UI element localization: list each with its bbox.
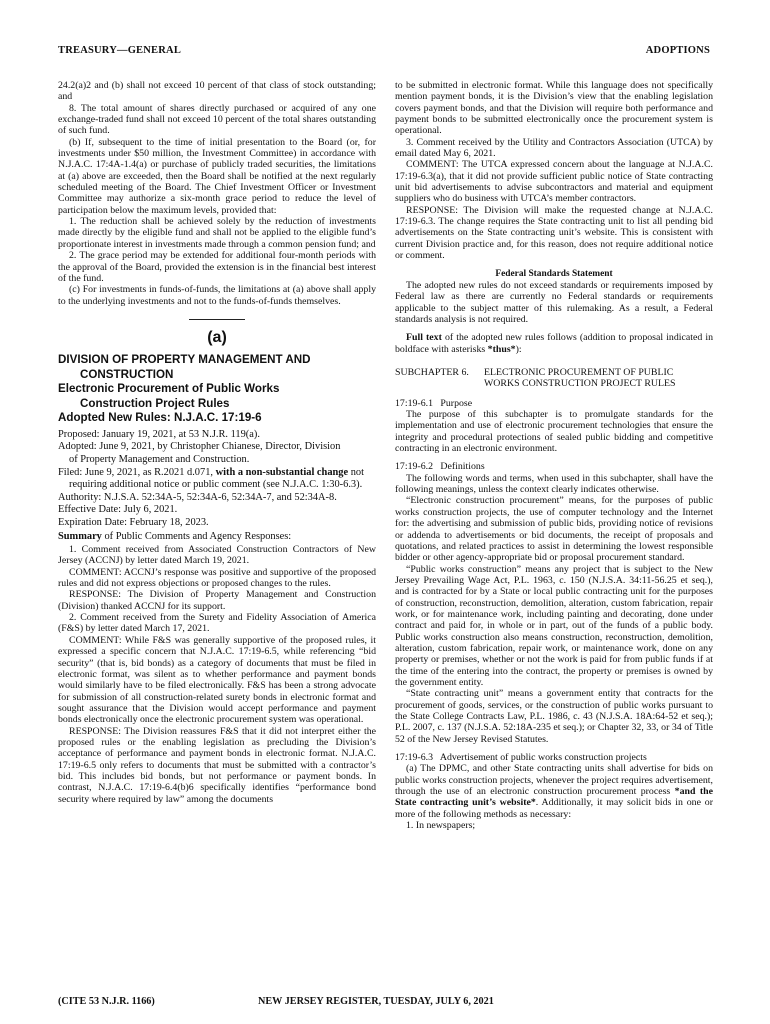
- subchapter-title: [484, 367, 676, 390]
- authority-line: Authority: N.J.S.A. 52:34A-5, 52:34A-6, 52:34A-7, and 52:34A-8.: [58, 491, 337, 503]
- expiration-date: Expiration Date: February 18, 2023.: [58, 516, 209, 528]
- comment-paragraph: 3. Comment received by the Utility and Contractors Association (UTCA) by email dated May 6, 2021.: [395, 136, 713, 160]
- paragraph: 2. The grace period may be extended for additional four-month periods with the approval of the Board, provided the extension is in the financial best interest of the fund.: [58, 250, 376, 284]
- response-paragraph: RESPONSE: The Division will make the requested change at N.J.A.C. 17:19-6.3. The change requires the State contracting unit to list all pending bid advertisements on the State contracting unit’s website. This is consistent with current Division practice and, for this reason, does not require additional notice or comment.: [395, 204, 713, 262]
- comment-paragraph: 2. Comment received from the Surety and Fidelity Association of America (F&S) by letter dated March 17, 2021.: [58, 612, 376, 635]
- full-text-marker: *thus*: [487, 343, 516, 355]
- filed-text: Filed: June 9, 2021, as R.2021 d.071,: [58, 466, 216, 478]
- paragraph: The following words and terms, when used in this subchapter, shall have the following meanings, unless the context clearly indicates otherwise.: [395, 472, 713, 496]
- division-heading: [58, 353, 376, 382]
- paragraph-text: . Additionally, it may solicit bids in one or more of the following methods as necessary:: [395, 797, 713, 820]
- definition-paragraph: “Electronic construction procurement” means, for the purposes of public works construction projects, the use of computer technology and the Internet for: the advertising and submission of public bids, providing notice of revisions or addenda to advertisements or bid documents, the receipt of proposals and quotations, and related practices to assist in determining the lowest responsible bidder or other agency-appropriate bid or proposal procurement standard.: [395, 495, 713, 564]
- full-text-note: [395, 332, 713, 355]
- subchapter-number: SUBCHAPTER 6.: [395, 366, 469, 378]
- filed-line: [58, 467, 376, 492]
- paragraph: The purpose of this subchapter is to promulgate standards for the implementation and use of electronic procurement technologies that ensure the integrity and procedural protections of sealed public bidding and competitive contracting in an electronic environment.: [395, 409, 713, 455]
- subchapter-heading: [395, 367, 713, 390]
- running-header-left: TREASURY—GENERAL: [58, 45, 182, 56]
- spacer: [395, 454, 713, 461]
- spacer: [395, 262, 713, 269]
- section-heading: 17:19-6.2 Definitions: [395, 461, 485, 473]
- filed-emphasis: with a non-substantial change: [215, 466, 349, 478]
- response-paragraph: RESPONSE: The Division reassures F&S that it did not interpret either the proposed rules or the enabling legislation as precluding the Division’s acceptance of performance and payment bonds in electronic format. N.J.A.C. 17:19-6.5 only refers to documents that must be submitted with a contractor’s bid. This includes bid bonds, but not performance or payment bonds. In contrast, N.J.A.C. 17:19-6.4(b)6 specifically identifies “performance bond security where required by law” among the documents: [58, 725, 376, 805]
- division-heading-line: CONSTRUCTION: [80, 367, 174, 381]
- comment-paragraph: COMMENT: ACCNJ’s response was positive and supportive of the proposed rules and did not express objections or proposed changes to the rules.: [58, 566, 376, 590]
- full-text-bold: Full text: [406, 332, 442, 344]
- full-text-text: ):: [515, 343, 522, 355]
- paragraph: [395, 763, 713, 820]
- filed-text: not requiring additional notice or public comment (see N.J.A.C. 1:30-6.3).: [69, 466, 364, 491]
- spacer: [395, 745, 713, 752]
- division-heading-line: DIVISION OF PROPERTY MANAGEMENT AND: [58, 353, 311, 367]
- section-letter: (a): [207, 328, 227, 346]
- proposed-line: Proposed: January 19, 2021, at 53 N.J.R. 119(a).: [58, 428, 260, 440]
- definition-paragraph: “State contracting unit” means a government entity that contracts for the procurement of goods, services, or the construction of public works pursuant to the State College Contracts Law, P.L. 1986, c. 43 (N.J.S.A. 18A:64-52 et seq.); P.L. 2007, c. 137 (N.J.S.A. 52:18A-235 et seq.); or Chapter 32, 33, or 34 of Title 52 of the New Jersey Revised Statutes.: [395, 688, 713, 745]
- comment-paragraph: COMMENT: While F&S was generally supportive of the proposed rules, it expressed a specific concern that N.J.A.C. 17:19-6.5, while referencing “bid security” (that is, bid bonds) as a category of documents that must be filed in electronic format, was silent as to whether performance and payment bonds would similarly have to be filed electronically. F&S has been a strong advocate for submission of all construction-related surety bonds in electronic format and sought assurance that the Division would accept performance and payment bonds electronically once the electronic procurement system was operational.: [58, 634, 376, 726]
- section-divider: [189, 319, 245, 320]
- paragraph: 1. The reduction shall be achieved solely by the reduction of investments made directly by the eligible fund and shall not be applied to the eligible fund’s proportionate interest in investments made through a common pension fund; and: [58, 216, 376, 250]
- effective-date: Effective Date: July 6, 2021.: [58, 504, 178, 516]
- register-footer: NEW JERSEY REGISTER, TUESDAY, JULY 6, 2021: [258, 996, 494, 1007]
- paragraph: 24.2(a)2 and (b) shall not exceed 10 percent of that class of stock outstanding; and: [58, 80, 376, 103]
- rule-title-line: Construction Project Rules: [80, 396, 230, 410]
- adopted-rules-heading: Adopted New Rules: N.J.A.C. 17:19-6: [58, 411, 262, 425]
- summary-heading: [58, 531, 376, 544]
- paragraph: to be submitted in electronic format. While this language does not specifically mention payment bonds, it is the Division’s view that the enabling legislation covers payment bonds, and that the Division will require both performance and payment bonds to be submitted electronically once the procurement system is operational.: [395, 80, 713, 137]
- running-header-right: ADOPTIONS: [645, 45, 710, 56]
- comment-paragraph: COMMENT: The UTCA expressed concern about the language at N.J.A.C. 17:19-6.3(a), that it did not provide sufficient public notice of State contracting unit bid advertisements to advise subcontractors and material and equipment suppliers who do business with UTCA’s member contractors.: [395, 159, 713, 205]
- comment-paragraph: 1. Comment received from Associated Construction Contractors of New Jersey (ACCNJ) by letter dated March 19, 2021.: [58, 544, 376, 567]
- section-heading: 17:19-6.3 Advertisement of public works construction projects: [395, 752, 647, 764]
- summary-text: of Public Comments and Agency Responses:: [101, 531, 292, 543]
- adopted-by-line: Adopted: June 9, 2021, by Christopher Chianese, Director, Division: [58, 441, 341, 453]
- paragraph-emphasis: *and the State contracting unit’s website*: [395, 786, 713, 809]
- paragraph-text: (a) The DPMC, and other State contracting units shall advertise for bids on public works construction projects, whenever the project requires advertisement, through the use of an electronic construction procurement process: [395, 763, 713, 798]
- adopted-by-line: of Property Management and Construction.: [69, 453, 250, 465]
- adopted-by: [58, 441, 376, 466]
- paragraph: (c) For investments in funds-of-funds, the limitations at (a) above shall apply to the underlying investments and not to the funds-of-funds themselves.: [58, 284, 376, 307]
- list-item: 1. In newspapers;: [406, 820, 476, 832]
- rule-title: [58, 382, 376, 411]
- paragraph: The adopted new rules do not exceed standards or requirements imposed by Federal law as there are currently no Federal standards or requirements applicable to the subject matter of this rulemaking. As a result, a Federal standards analysis is not required.: [395, 279, 713, 325]
- full-text-text: of the adopted new rules follows (addition to proposal indicated in boldface with asterisks: [395, 332, 714, 355]
- definition-paragraph: “Public works construction” means any project that is subject to the New Jersey Prevailing Wage Act, P.L. 1963, c. 150 (N.J.S.A. 34:11-56.25 et seq.), and is contracted for by a State or local public contracting unit for the purposes of construction, reconstruction, demolition, alteration, custom fabrication, repair work, or for maintenance work, including painting and decorating, done under contract and paid for, in whole or in part, out of the funds of a public body. Public works construction also means construction, reconstruction, demolition, alteration, custom fabrication, repair work, or maintenance work, done on any property or premises, whether or not the work is paid for from public funds if at the time of the entering into the contract, the property or premises is owned by the government entity.: [395, 563, 713, 688]
- subchapter-title-line: WORKS CONSTRUCTION PROJECT RULES: [484, 378, 676, 390]
- paragraph: 8. The total amount of shares directly purchased or acquired of any one exchange-traded fund shall not exceed 10 percent of the total shares outstanding of such fund.: [58, 102, 376, 137]
- citation-footer: (CITE 53 N.J.R. 1166): [58, 996, 155, 1007]
- left-column: [58, 80, 376, 805]
- spacer: [395, 325, 713, 332]
- response-paragraph: RESPONSE: The Division of Property Management and Construction (Division) thanked ACCNJ for its support.: [58, 589, 376, 612]
- rule-title-line: Electronic Procurement of Public Works: [58, 382, 280, 396]
- summary-bold: Summary: [58, 531, 102, 543]
- section-heading: 17:19-6.1 Purpose: [395, 397, 473, 409]
- paragraph: (b) If, subsequent to the time of initial presentation to the Board (or, for investments under $50 million, the Investment Committee) in accordance with N.J.A.C. 17:4A-1.4(a) or purchase of publicly traded securities, the limitations at (a) above are exceeded, then the Board shall be notified at the next regularly scheduled meeting of the Board. The Chief Investment Officer or Investment Committee may authorize a six-month grace period to reduce the level of participation below the maximum levels, provided that:: [58, 136, 376, 216]
- right-column: [395, 80, 713, 831]
- federal-standards-heading: Federal Standards Statement: [495, 268, 613, 279]
- subchapter-title-line: ELECTRONIC PROCUREMENT OF PUBLIC: [484, 366, 674, 378]
